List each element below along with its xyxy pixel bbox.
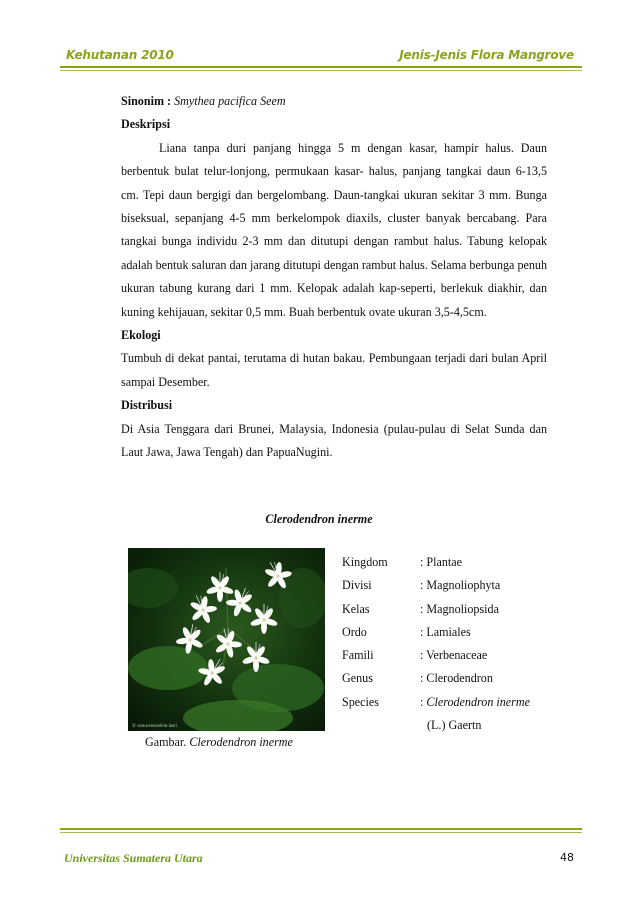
taxonomy-row	[342, 691, 530, 714]
header-title-left: Kehutanan 2010	[66, 48, 174, 62]
taxonomy-key: Ordo	[342, 624, 367, 639]
taxonomy-key: Kingdom	[342, 555, 388, 569]
footer-university: Universitas Sumatera Utara	[64, 851, 203, 865]
taxonomy-value: : Lamiales	[420, 624, 471, 639]
footer-rule	[60, 828, 582, 830]
photo-credit: © ecoursesonline.iasri	[132, 723, 178, 728]
taxonomy-row	[342, 551, 530, 574]
deskripsi-heading: Deskripsi	[121, 117, 171, 132]
figure-caption-name: Clerodendron inerme	[189, 735, 293, 749]
figure-caption	[145, 735, 293, 750]
deskripsi-paragraph: Liana tanpa duri panjang hingga 5 m dengan kasar, hampir halus. Daun berbentuk bulat telur-lonjong, permukaan kasar- halus, panjang tangkai daun 6-13,5 cm. Tepi daun bergigi dan bergelombang. Daun-tangkai ukuran sekitar 3 mm. Bunga biseksual, sepanjang 4-5 mm berkelompok diaxils, cluster banyak bercabang. Para tangkai bunga individu 2-3 mm dan ditutupi dengan rambut halus. Tabung kelopak adalah bentuk saluran dan jarang ditutupi dengan rambut halus. Selama berbunga penuh ukuran tabung kurang dari 1 mm. Kelopak adalah kap-seperti, berlekuk diakhir, dan kuning kehijauan, sekitar 0,5 mm. Buah berbentuk ovate ukuran 3,5-4,5cm.	[121, 140, 547, 319]
taxonomy-key: Famili	[342, 648, 374, 663]
flower-illustration	[128, 548, 325, 731]
figure-caption-prefix: Gambar.	[145, 735, 187, 749]
taxonomy-table	[342, 551, 530, 737]
taxonomy-key: Kelas	[342, 601, 370, 616]
distribusi-heading: Distribusi	[121, 398, 173, 413]
taxonomy-value	[420, 691, 530, 714]
taxonomy-row	[342, 574, 530, 597]
main-text	[121, 90, 547, 465]
species-title: Clerodendron inerme	[265, 512, 373, 526]
taxonomy-value: : Verbenaceae	[420, 648, 488, 663]
page-number: 48	[560, 851, 574, 864]
taxonomy-row	[342, 598, 530, 621]
taxonomy-value: : Magnoliopsida	[420, 601, 499, 616]
taxonomy-row	[342, 644, 530, 667]
footer-rule-thin	[60, 832, 582, 833]
distribusi-paragraph: Di Asia Tenggara dari Brunei, Malaysia, Indonesia (pulau-pulau di Selat Sunda dan Laut Jawa, Jawa Tengah) dan PapuaNugini.	[121, 421, 547, 460]
taxonomy-value: : Clerodendron	[420, 671, 493, 686]
taxonomy-key: Species	[342, 694, 379, 709]
taxonomy-value: : Magnoliophyta	[420, 578, 501, 593]
sinonim-value: Smythea pacifica Seem	[174, 94, 286, 108]
taxonomy-key: Genus	[342, 671, 373, 686]
species-name: Clerodendron inerme	[426, 694, 530, 709]
species-colon: :	[420, 694, 424, 709]
ekologi-heading: Ekologi	[121, 328, 161, 343]
taxonomy-row	[342, 667, 530, 690]
header-rule	[60, 66, 582, 68]
taxonomy-row	[342, 621, 530, 644]
species-author: (L.) Gaertn	[427, 718, 482, 733]
sinonim-label: Sinonim :	[121, 94, 172, 108]
flower-photo	[128, 548, 325, 731]
header-rule-thin	[60, 70, 582, 71]
ekologi-paragraph: Tumbuh di dekat pantai, terutama di hutan bakau. Pembungaan terjadi dari bulan April sampai Desember.	[121, 351, 547, 389]
sinonim-line	[121, 90, 547, 113]
taxonomy-value: : Plantae	[420, 555, 462, 569]
taxonomy-row-author	[342, 714, 530, 737]
header-title-right: Jenis-Jenis Flora Mangrove	[399, 48, 574, 62]
taxonomy-key: Divisi	[342, 578, 372, 593]
